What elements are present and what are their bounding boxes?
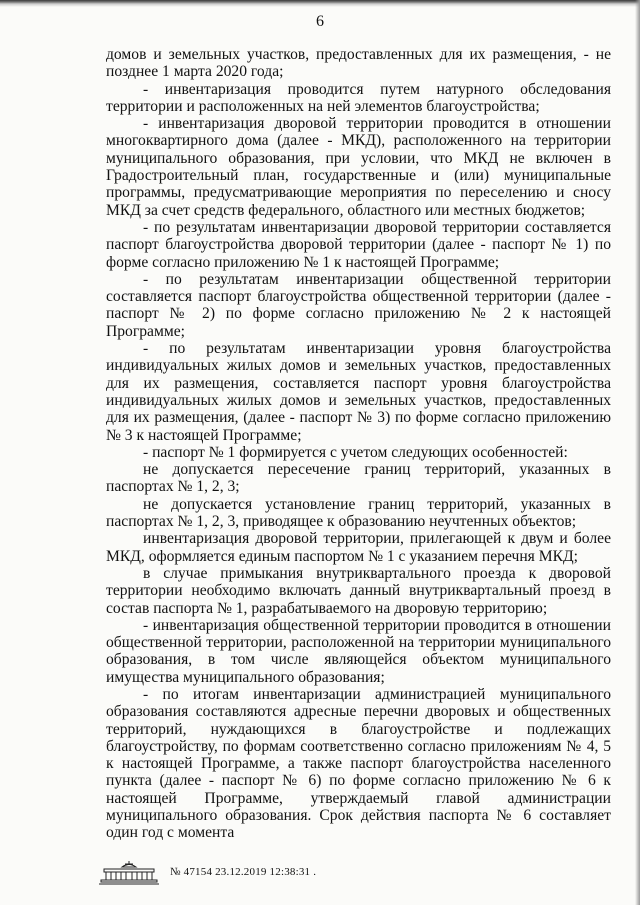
paragraph-no-intersection: не допускается пересечение границ территорий, указанных в паспортах № 1, 2, 3;: [106, 461, 611, 496]
registration-stamp: [98, 858, 578, 888]
paragraph-continuation: домов и земельных участков, предоставленных для их размещения, - не позднее 1 марта 2020 года;: [106, 46, 611, 81]
paragraph-public-inventory: - инвентаризация общественной территории проводится в отношении общественной территории, расположенной на территории муниципального образования, в том числе являющейся объектом муниципального имущества муниципального образования;: [106, 616, 611, 686]
building-logo-icon: [98, 858, 160, 886]
paragraph-inventory-method: - инвентаризация проводится путем натурного обследования территории и расположенных на ней элементов благоустройства;: [106, 80, 611, 115]
paragraph-passport-2: - по результатам инвентаризации общественной территории составляется паспорт благоустройства общественной территории (далее - паспорт № 2) по форме согласно приложению № 2 к настоящей Программе;: [106, 270, 611, 340]
scan-edge-right: [635, 0, 640, 905]
paragraph-address-lists: - по итогам инвентаризации администрацией муниципального образования составляются адресные перечни дворовых и общественных территорий, нуждающихся в благоустройстве и подлежащих благоустройству, по формам соответственно согласно приложениям № 4, 5 к настоящей Программе, а также паспорт благоустройства населенного пункта (далее - паспорт № 6) по форме согласно приложению № 6 к настоящей Программе, утверждаемый главой администрации муниципального образования. Срок действия паспорта № 6 составляет один год с момента: [106, 685, 611, 842]
paragraph-passport-1: - по результатам инвентаризации дворовой территории составляется паспорт благоустройства дворовой территории (далее - паспорт № 1) по форме согласно приложению № 1 к настоящей Программе;: [106, 218, 611, 271]
scan-edge-top: [0, 0, 640, 7]
paragraph-single-passport: инвентаризация дворовой территории, прилегающей к двум и более МКД, оформляется единым паспортом № 1 с указанием перечня МКД;: [106, 530, 611, 565]
paragraph-no-unaccounted: не допускается установление границ территорий, указанных в паспортах № 1, 2, 3, приводящее к образованию неучтенных объектов;: [106, 495, 611, 531]
paragraph-passport-1-features: - паспорт № 1 формируется с учетом следующих особенностей:: [143, 443, 568, 461]
paragraph-yard-inventory: - инвентаризация дворовой территории проводится в отношении многоквартирного дома (далее - МКД), расположенного на территории муниципального образования, при условии, что МКД не включен в Градостроительный план, государственные и (или) муниципальные программы, предусматривающие мероприятия по переселению и сносу МКД за счет средств федерального, областного или местных бюджетов;: [106, 115, 611, 219]
document-body: [106, 46, 611, 842]
registration-number: № 47154 23.12.2019 12:38:31 .: [170, 866, 317, 878]
page-number: 6: [316, 13, 324, 30]
paragraph-driveway: в случае примыкания внутриквартального проезда к дворовой территории необходимо включать данный внутриквартальный проезд в состав паспорта № 1, разрабатываемого на дворовую территорию;: [106, 564, 611, 617]
paragraph-passport-3: - по результатам инвентаризации уровня благоустройства индивидуальных жилых домов и земельных участков, предоставленных для их размещения, составляется паспорт уровня благоустройства индивидуальных жилых домов и земельных участков, предоставленных для их размещения, (далее - паспорт № 3) по форме согласно приложению № 3 к настоящей Программе;: [106, 340, 611, 444]
